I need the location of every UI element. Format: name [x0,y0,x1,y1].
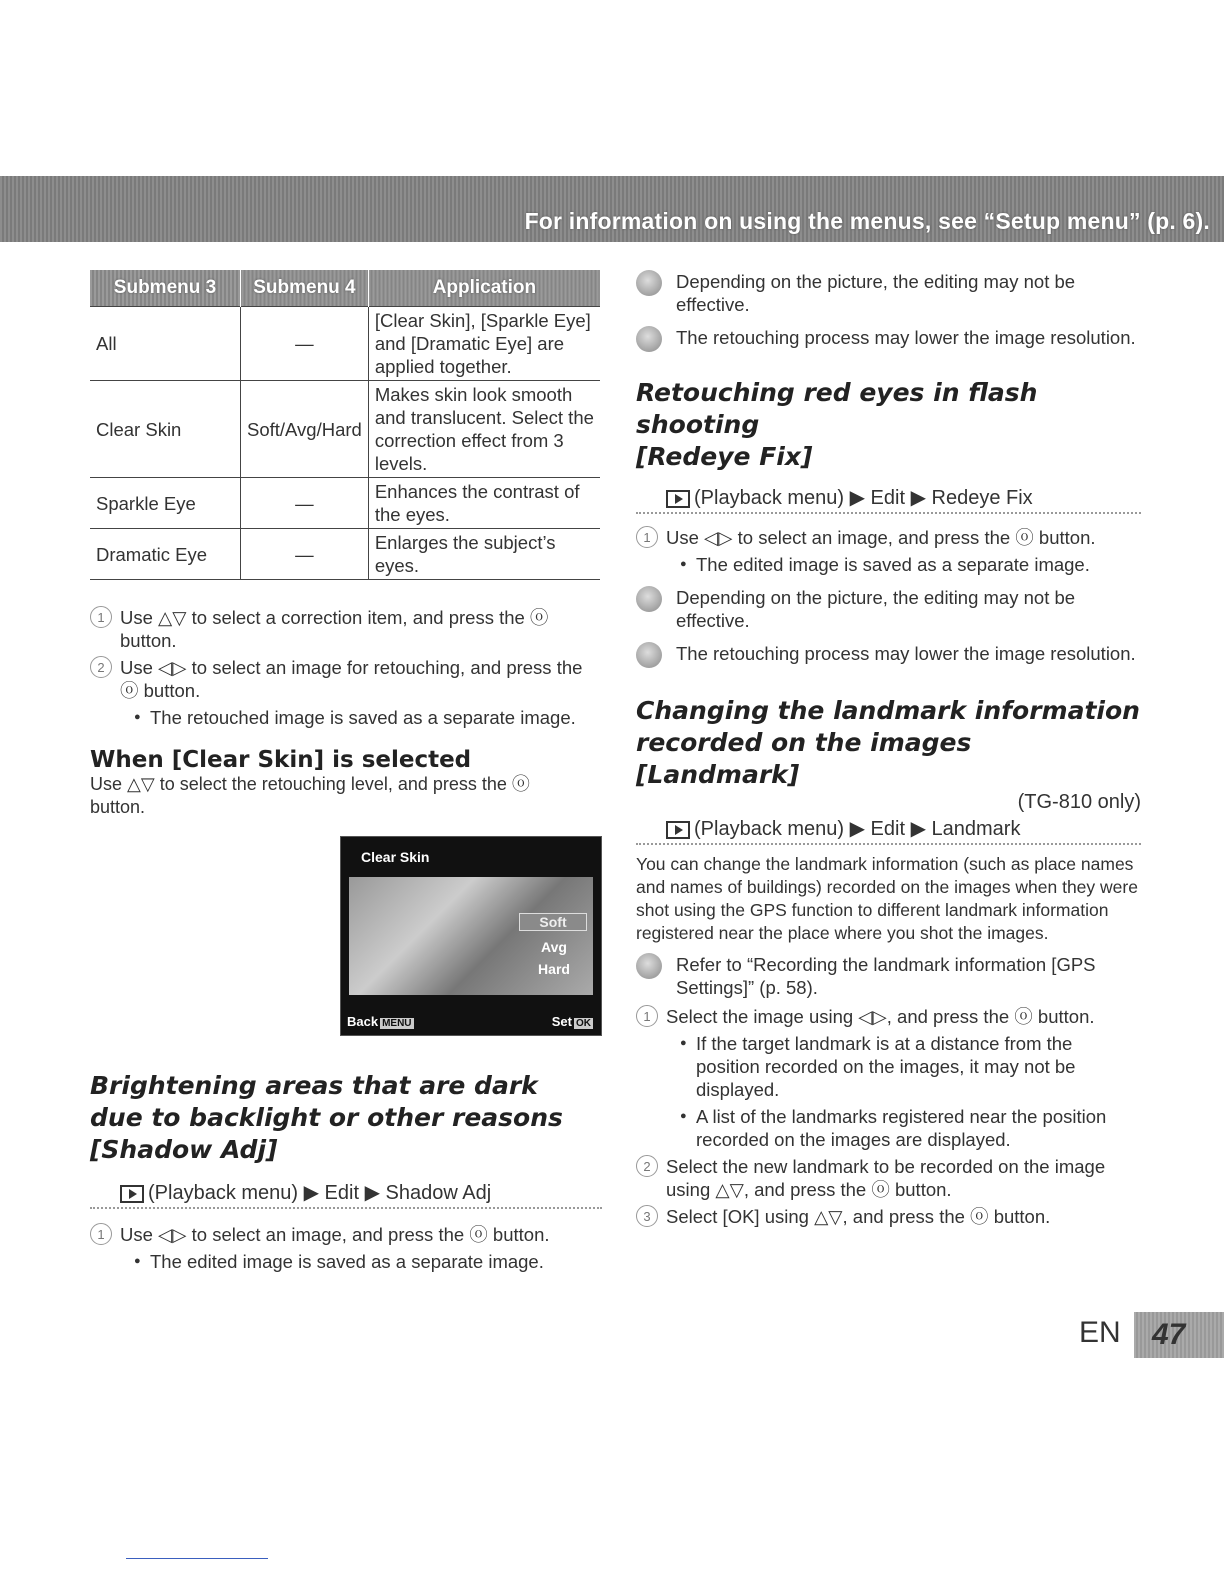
step-number: 1 [636,1005,658,1027]
screen-title: Clear Skin [361,849,430,865]
table-cell: — [241,307,369,381]
path-text: (Playback menu) ▶ Edit ▶ Redeye Fix [694,487,1033,509]
note-text: Depending on the picture, the editing may not be effective. [676,271,1076,315]
note-icon [636,586,662,612]
bullet-item: ● The retouched image is saved as a separate image. [90,706,602,729]
step-1 [636,1005,1141,1028]
clearskin-text: Use △▽ to select the retouching level, and press the ⓞ button. [90,774,530,817]
redeye-menu-path [636,483,1141,514]
heading-line: [Shadow Adj] [90,1135,278,1164]
back-text: Back [347,1014,379,1029]
note [636,270,1141,316]
shadow-section [90,1070,602,1277]
option-avg[interactable]: Avg [541,939,567,955]
landmark-paragraph: You can change the landmark information (such as place names and names of buildings) recorded on the images when they were shot using the GPS function to different landmark information registered near the place where you shot the images. [636,854,1138,943]
step-number: 2 [90,656,112,678]
step-number: 3 [636,1205,658,1227]
table-header: Application [368,270,600,307]
option-hard[interactable]: Hard [538,961,570,977]
ok-key-icon: OK [576,1018,591,1029]
note-icon [636,953,662,979]
table-row [90,307,600,381]
table-row [90,478,600,529]
table-row [90,381,600,478]
step-number: 2 [636,1155,658,1177]
playback-icon [666,490,690,508]
back-label[interactable] [347,1014,414,1029]
path-text: (Playback menu) ▶ Edit ▶ Landmark [694,818,1021,840]
table-header: Submenu 3 [90,270,241,307]
step-2 [90,656,602,702]
table-cell: Makes skin look smooth and translucent. Select the correction effect from 3 levels. [368,381,600,478]
bullet-item: ● The edited image is saved as a separate image. [636,553,1141,576]
step-text: Select [OK] using △▽, and press the ⓞ button. [666,1206,1051,1227]
table-header: Submenu 4 [241,270,369,307]
note [636,586,1141,632]
step-text: Use ◁▷ to select an image for retouching, and press the ⓞ button. [120,657,583,701]
note-icon [636,270,662,296]
note-text: The retouching process may lower the image resolution. [676,643,1136,664]
playback-icon [120,1185,144,1203]
table-cell: Soft/Avg/Hard [241,381,369,478]
redeye-heading [636,377,1141,473]
table-cell: — [241,529,369,580]
step-number: 1 [636,526,658,548]
option-soft[interactable]: Soft [519,913,587,931]
heading-line: Brightening areas that are dark [90,1071,538,1100]
footer-line [126,1558,268,1559]
page-number [1079,1312,1224,1358]
menu-key-icon: MENU [382,1018,412,1029]
table-cell: Dramatic Eye [90,529,241,580]
bullet-item: ● If the target landmark is at a distance from the position recorded on the images, it may not be displayed. [636,1032,1141,1101]
landmark-heading [636,695,1141,791]
right-column [636,270,1141,1228]
photo-preview [349,877,593,995]
step-1 [636,526,1141,549]
header-banner [0,176,1224,242]
note-icon [636,326,662,352]
table-cell: All [90,307,241,381]
note [636,326,1141,349]
heading-line: recorded on the images [Landmark] [636,728,972,789]
heading-line: Changing the landmark information [636,696,1140,725]
table-cell: Enlarges the subject’s eyes. [368,529,600,580]
set-text: Set [551,1014,572,1029]
page-lang: EN [1079,1316,1121,1349]
camera-screen [340,836,602,1036]
step-number: 1 [90,1223,112,1245]
shadow-heading [90,1070,602,1166]
set-label[interactable] [552,1014,593,1029]
page-number-box [1134,1312,1224,1358]
step-1 [90,1223,602,1246]
table-cell: Sparkle Eye [90,478,241,529]
step-text: Use ◁▷ to select an image, and press the ⓞ button. [120,1224,550,1245]
heading-line: [Redeye Fix] [636,442,813,471]
playback-icon [666,821,690,839]
bullet-item: ● A list of the landmarks registered near the position recorded on the images are displayed. [636,1105,1141,1151]
table-cell: Clear Skin [90,381,241,478]
table-cell: [Clear Skin], [Sparkle Eye] and [Dramatic Eye] are applied together. [368,307,600,381]
step-text: Use ◁▷ to select an image, and press the ⓞ button. [666,527,1096,548]
page-number-text: 47 [1152,1318,1186,1351]
step-number: 1 [90,606,112,628]
path-text: (Playback menu) ▶ Edit ▶ Shadow Adj [148,1182,492,1204]
step-3 [636,1205,1141,1228]
clearskin-heading: When [Clear Skin] is selected [90,747,472,773]
heading-line: Retouching red eyes in flash shooting [636,378,1038,439]
left-column [90,270,602,819]
landmark-menu-path [636,814,1141,845]
submenu-table [90,270,600,580]
note [636,953,1141,999]
note-text: Depending on the picture, the editing may not be effective. [676,587,1076,631]
banner-text: For information on using the menus, see “Setup menu” (p. 6). [524,208,1210,234]
note [636,642,1141,665]
table-row [90,529,600,580]
table-cell: Enhances the contrast of the eyes. [368,478,600,529]
step-1 [90,606,602,652]
step-2 [636,1155,1141,1201]
shadow-menu-path [90,1178,602,1209]
table-cell: — [241,478,369,529]
bullet-item: ● The edited image is saved as a separate image. [90,1250,602,1273]
step-text: Select the image using ◁▷, and press the ⓞ button. [666,1006,1095,1027]
heading-line: due to backlight or other reasons [90,1103,563,1132]
step-text: Select the new landmark to be recorded on the image using △▽, and press the ⓞ button. [666,1156,1106,1200]
table-header-row [90,270,600,307]
step-text: Use △▽ to select a correction item, and press the ⓞ button. [120,607,549,651]
landmark-model-note: (TG-810 only) [1017,791,1141,813]
note-icon [636,642,662,668]
note-text: The retouching process may lower the image resolution. [676,327,1136,348]
note-text: Refer to “Recording the landmark information [GPS Settings]” (p. 58). [676,954,1096,998]
